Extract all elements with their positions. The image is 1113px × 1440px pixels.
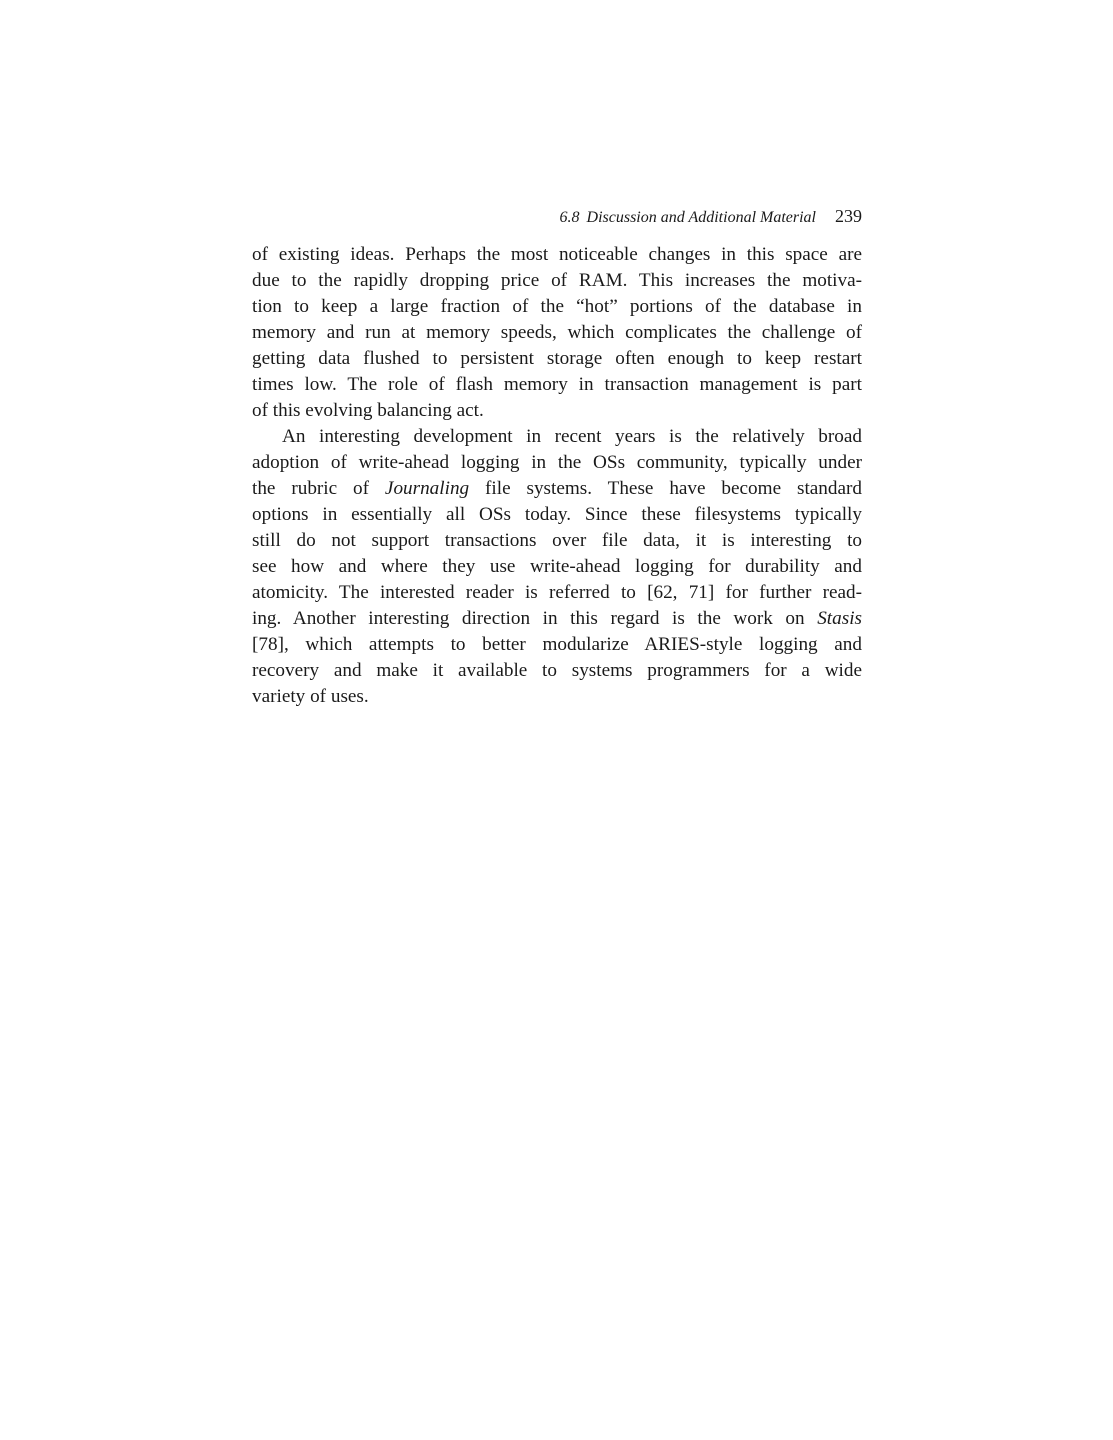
body-text bbox=[252, 242, 862, 710]
text-line: options in essentially all OSs today. Since these filesystems typically bbox=[252, 504, 862, 525]
text-line: times low. The role of flash memory in transaction management is part bbox=[252, 374, 862, 395]
text-line: still do not support transactions over file data, it is interesting to bbox=[252, 530, 862, 551]
emphasis-journaling: Journaling bbox=[384, 478, 470, 499]
text-line bbox=[252, 606, 862, 632]
section-number: 6.8 bbox=[559, 209, 580, 226]
page-number: 239 bbox=[835, 206, 862, 226]
text-line: due to the rapidly dropping price of RAM. This increases the motiva- bbox=[252, 270, 862, 291]
text-line: memory and run at memory speeds, which complicates the challenge of bbox=[252, 322, 862, 343]
text-line: variety of uses. bbox=[252, 686, 369, 707]
text-line: recovery and make it available to systems programmers for a wide bbox=[252, 660, 862, 681]
text-line bbox=[252, 476, 862, 502]
text-fragment: file systems. These have become standard bbox=[469, 478, 862, 499]
text-line: of existing ideas. Perhaps the most noticeable changes in this space are bbox=[252, 244, 862, 265]
text-line: adoption of write-ahead logging in the OSs community, typically under bbox=[252, 452, 862, 473]
paragraph-2 bbox=[252, 424, 862, 710]
text-fragment: ing. Another interesting direction in this regard is the work on bbox=[252, 608, 818, 629]
text-line: getting data flushed to persistent storage often enough to keep restart bbox=[252, 348, 862, 369]
text-line: of this evolving balancing act. bbox=[252, 400, 484, 421]
running-head bbox=[252, 206, 862, 232]
emphasis-stasis: Stasis bbox=[817, 608, 862, 629]
text-line: atomicity. The interested reader is referred to [62, 71] for further read- bbox=[252, 582, 862, 603]
text-fragment: the rubric of bbox=[252, 478, 385, 499]
section-title: Discussion and Additional Material bbox=[586, 209, 816, 226]
text-line: see how and where they use write-ahead logging for durability and bbox=[252, 556, 862, 577]
text-line: An interesting development in recent years is the relatively broad bbox=[282, 426, 862, 447]
book-page bbox=[252, 206, 862, 710]
text-line: [78], which attempts to better modularize ARIES-style logging and bbox=[252, 634, 862, 655]
paragraph-1 bbox=[252, 242, 862, 424]
text-line: tion to keep a large fraction of the “hot” portions of the database in bbox=[252, 296, 862, 317]
